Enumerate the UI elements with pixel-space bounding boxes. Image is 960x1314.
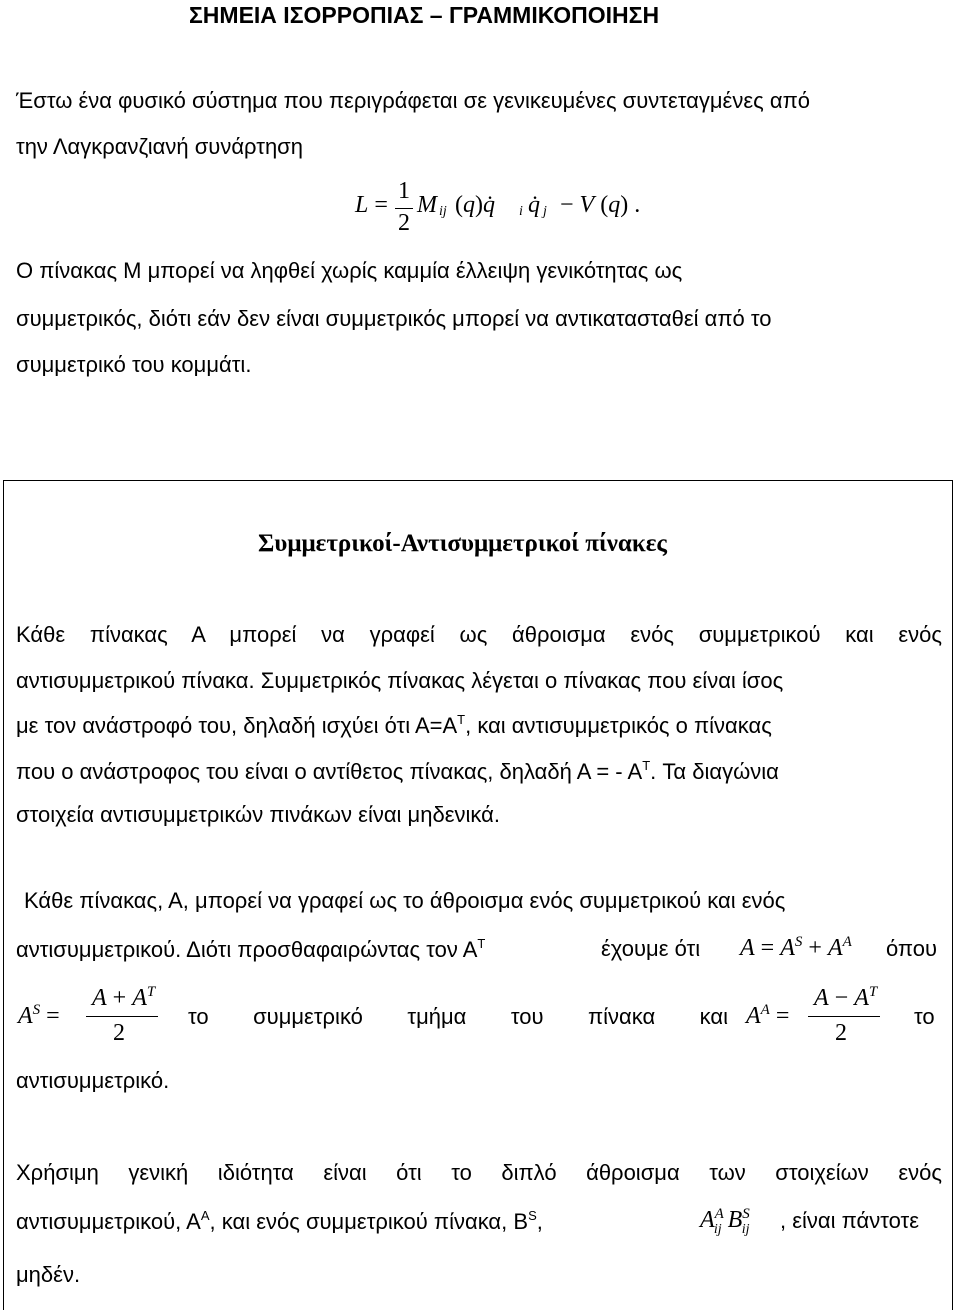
lagrangian-equation: L = 1 2 M ij (q)q̇ i q̇ j − V (q) .	[355, 178, 641, 236]
p1-line-4b: . Τα διαγώνια	[650, 759, 779, 784]
p2-line-2b: έχουμε ότι	[601, 936, 701, 961]
p2-line-2c: όπου	[886, 936, 938, 961]
symmetric-superscript: S	[528, 1208, 537, 1223]
p1-line-1	[16, 622, 942, 648]
box-border-left	[3, 480, 4, 1160]
p3-line-3: μηδέν.	[16, 1262, 81, 1287]
p2-line-3	[16, 984, 942, 1054]
intro-line-4: συμμετρικός, διότι εάν δεν είναι συμμετρικός μπορεί να αντικατασταθεί από το	[16, 306, 772, 331]
p1-line-3b: , και αντισυμμετρικός ο πίνακας	[465, 713, 772, 738]
decomposition-equation: $A = A^S + A^A$	[740, 934, 852, 961]
box2-border-left	[3, 1160, 4, 1310]
p1-line-5: στοιχεία αντισυμμετρικών πινάκων είναι μηδενικά.	[16, 802, 500, 827]
transpose-superscript: T	[642, 758, 651, 773]
box-border-right	[952, 480, 953, 1160]
p1-line-3a: με τον ανάστροφό του, δηλαδή ισχύει ότι Α=Α	[16, 713, 458, 738]
box-border-top	[3, 480, 953, 481]
p3-line-2c: , είναι πάντοτε	[780, 1208, 920, 1233]
p1-line-4a: που ο ανάστροφος του είναι ο αντίθετος πίνακας, δηλαδή Α = - Α	[16, 759, 643, 784]
transpose-superscript: T	[457, 712, 466, 727]
p3-line-2: αντισυμμετρικού, $A^A$, και ενός συμμετρικού πίνακα, $B^S$, $A^A_{ij}$ $B^S_{ij}$ , είναι πάντοτε	[16, 1206, 920, 1237]
box2-border-right	[952, 1160, 953, 1310]
page-title: ΣΗΜΕΙΑ ΙΣΟΡΡΟΠΙΑΣ – ΓΡΑΜΜΙΚΟΠΟΙΗΣΗ	[189, 2, 660, 28]
p2-line-1: Κάθε πίνακας, Α, μπορεί να γραφεί ως το άθροισμα ενός συμμετρικού και ενός	[24, 888, 786, 913]
p2-line-3b: το	[914, 1004, 935, 1029]
p2-line-4: αντισυμμετρικό.	[16, 1068, 170, 1093]
p3-line-1-text: Χρήσιμη γενική ιδιότητα είναι ότι το διπλό άθροισμα των στοιχείων ενός	[16, 1160, 942, 1185]
p2-line-3a-text: το συμμετρικό τμήμα του πίνακα και	[188, 1004, 728, 1029]
intro-line-1: Έστω ένα φυσικό σύστημα που περιγράφεται σε γενικευμένες συντεταγμένες από	[16, 88, 811, 113]
product-expression: $A^A_{ij}$ $B^S_{ij}$	[700, 1206, 750, 1237]
p3-line-2a: αντισυμμετρικού, Α	[16, 1209, 201, 1234]
transpose-superscript: T	[477, 936, 486, 951]
p1-line-4	[16, 758, 779, 785]
intro-line-5: συμμετρικό του κομμάτι.	[16, 352, 252, 377]
p2-line-2a: αντισυμμετρικού. Διότι προσθαφαιρώντας τον Α	[16, 937, 478, 962]
antisymmetric-part-formula: $A^A$ = $A - A^T$ 2	[746, 984, 906, 1054]
p2-line-2	[16, 936, 942, 970]
p3-line-2b: , και ενός συμμετρικού πίνακα, Β	[209, 1209, 529, 1234]
p1-line-2: αντισυμμετρικού πίνακα. Συμμετρικός πίνακας λέγεται ο πίνακας που είναι ίσος	[16, 668, 784, 693]
intro-line-2: την Λαγκρανζιανή συνάρτηση	[16, 134, 303, 159]
intro-line-3: Ο πίνακας Μ μπορεί να ληφθεί χωρίς καμμία έλλειψη γενικότητας ως	[16, 258, 683, 283]
p2-line-3a	[188, 1004, 728, 1030]
symmetric-part-formula: $A^S$ = $A + A^T$ 2	[16, 984, 166, 1054]
p1-line-3	[16, 712, 772, 739]
antisymmetric-superscript: A	[200, 1208, 210, 1223]
section-title: Συμμετρικοί-Αντισυμμετρικοί πίνακες	[258, 530, 667, 557]
p1-line-1-text: Κάθε πίνακας Α μπορεί να γραφεί ως άθροισμα ενός συμμετρικού και ενός	[16, 622, 942, 647]
p3-line-1	[16, 1160, 942, 1186]
